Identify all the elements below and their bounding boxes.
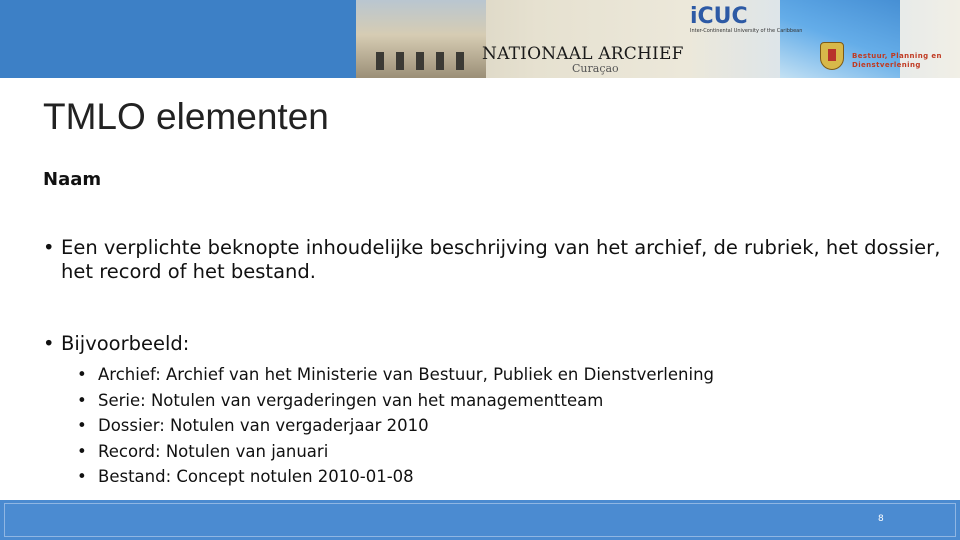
page-number: 8 bbox=[878, 514, 884, 524]
bullet-icon: • bbox=[77, 441, 87, 461]
bullet-example-text: Bijvoorbeeld: bbox=[61, 332, 190, 355]
slide-title: TMLO elementen bbox=[43, 96, 329, 137]
ministry-label bbox=[852, 52, 942, 70]
archive-location: Curaçao bbox=[572, 62, 619, 75]
icuc-subtitle: Inter-Continental University of the Caribbean bbox=[690, 28, 803, 34]
bullet-example-heading bbox=[43, 332, 943, 356]
bullet-icon: • bbox=[77, 390, 87, 410]
icuc-logo: iCUC bbox=[690, 4, 748, 29]
slide-subheading: Naam bbox=[43, 169, 102, 190]
bullet-icon: • bbox=[43, 332, 55, 355]
building-photo bbox=[356, 0, 486, 78]
footer-bar bbox=[0, 500, 960, 540]
example-list bbox=[77, 362, 714, 490]
footer-frame bbox=[4, 503, 956, 537]
bullet-definition-text: Een verplichte beknopte inhoudelijke beschrijving van het archief, de rubriek, het dossier, het record of het bestand. bbox=[61, 236, 941, 283]
coat-of-arms-icon bbox=[820, 42, 844, 70]
bullet-icon: • bbox=[77, 365, 87, 384]
list-item: • Archief: Archief van het Ministerie van Bestuur, Publiek en Dienstverlening bbox=[77, 362, 714, 388]
list-item: • Dossier: Notulen van vergaderjaar 2010 bbox=[77, 413, 714, 439]
header-banner bbox=[0, 0, 960, 78]
archive-title: NATIONAAL ARCHIEF bbox=[482, 44, 684, 64]
ministry-text: Bestuur, Planning en Dienstverlening bbox=[852, 52, 942, 69]
bullet-definition bbox=[43, 236, 943, 284]
list-item: • Serie: Notulen van vergaderingen van het managementteam bbox=[77, 388, 714, 414]
bullet-icon: • bbox=[77, 467, 87, 486]
list-item: • Bestand: Concept notulen 2010-01-08 bbox=[77, 464, 714, 490]
list-item: • Record: Notulen van januari bbox=[77, 439, 714, 465]
banner-blue-panel bbox=[0, 0, 356, 78]
bullet-icon: • bbox=[77, 416, 87, 435]
bullet-icon: • bbox=[43, 236, 55, 259]
